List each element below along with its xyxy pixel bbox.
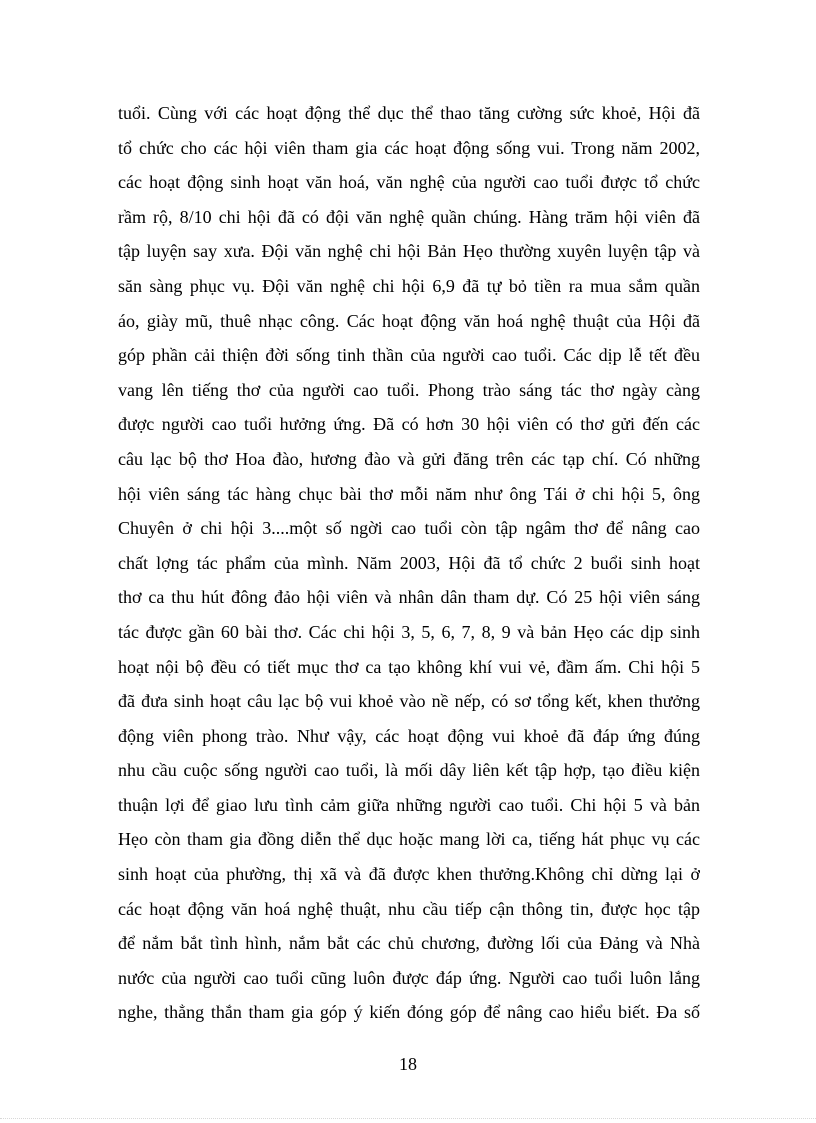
text-line: các hoạt động văn hoá nghệ thuật, nhu cầu tiếp cận thông tin, được học tập [118, 898, 700, 919]
text-line: sinh hoạt của phường, thị xã và đã được khen thưởng.Không chỉ dừng lại ở [118, 864, 700, 885]
page-bottom-border [0, 1118, 816, 1119]
text-line: tác được gần 60 bài thơ. Các chi hội 3, 5, 6, 7, 8, 9 và bản Hẹo các dịp sinh [118, 621, 700, 642]
text-line: thuận lợi để giao lưu tình cảm giữa những người cao tuổi. Chi hội 5 và bản [118, 794, 700, 815]
text-line: săn sàng phục vụ. Đội văn nghệ chi hội 6,9 đã tự bỏ tiền ra mua sắm quần [118, 275, 700, 296]
text-line: đã đưa sinh hoạt câu lạc bộ vui khoẻ vào nề nếp, có sơ tổng kết, khen thưởng [118, 691, 700, 712]
body-paragraph [118, 96, 700, 1030]
text-line: nhu cầu cuộc sống người cao tuổi, là mối dây liên kết tập hợp, tạo điều kiện [118, 760, 700, 781]
text-line: tuổi. Cùng với các hoạt động thể dục thể thao tăng cường sức khoẻ, Hội đã [118, 103, 700, 123]
text-line: nghe, thẳng thắn tham gia góp ý kiến đóng góp để nâng cao hiểu biết. Đa số [118, 1002, 700, 1023]
text-line: được người cao tuổi hưởng ứng. Đã có hơn 30 hội viên có thơ gửi đến các [118, 414, 700, 435]
text-line: góp phần cải thiện đời sống tinh thần của người cao tuổi. Các dịp lễ tết đều [118, 345, 700, 366]
text-line: rầm rộ, 8/10 chi hội đã có đội văn nghệ quần chúng. Hàng trăm hội viên đã [118, 206, 700, 227]
text-line: để nắm bắt tình hình, nắm bắt các chủ chương, đường lối của Đảng và Nhà [118, 933, 700, 954]
text-line: Chuyên ở chi hội 3....một số ngời cao tuổi còn tập ngâm thơ để nâng cao [118, 518, 700, 539]
text-line: nước của người cao tuổi cũng luôn được đáp ứng. Người cao tuổi luôn lắng [118, 967, 700, 988]
text-line: tập luyện say xưa. Đội văn nghệ chi hội Bản Hẹo thường xuyên luyện tập và [118, 241, 700, 262]
text-line: Hẹo còn tham gia đồng diễn thể dục hoặc mang lời ca, tiếng hát phục vụ các [118, 829, 700, 850]
text-line: tổ chức cho các hội viên tham gia các hoạt động sống vui. Trong năm 2002, [118, 137, 700, 158]
text-line: động viên phong trào. Như vậy, các hoạt động vui khoẻ đã đáp ứng đúng [118, 725, 700, 746]
text-line: chất lợng tác phẩm của mình. Năm 2003, Hội đã tổ chức 2 buổi sinh hoạt [118, 552, 700, 573]
text-line: vang lên tiếng thơ của người cao tuổi. Phong trào sáng tác thơ ngày càng [118, 379, 700, 400]
text-line: hội viên sáng tác hàng chục bài thơ mỗi năm như ông Tái ở chi hội 5, ông [118, 483, 700, 504]
page-number: 18 [399, 1054, 417, 1074]
text-line: câu lạc bộ thơ Hoa đào, hương đào và gửi đăng trên các tạp chí. Có những [118, 448, 700, 469]
text-line: áo, giày mũ, thuê nhạc công. Các hoạt động văn hoá nghệ thuật của Hội đã [118, 310, 700, 331]
text-line: hoạt nội bộ đều có tiết mục thơ ca tạo không khí vui vẻ, đầm ấm. Chi hội 5 [118, 656, 700, 677]
text-line: thơ ca thu hút đông đảo hội viên và nhân dân tham dự. Có 25 hội viên sáng [118, 587, 700, 608]
text-line: các hoạt động sinh hoạt văn hoá, văn nghệ của người cao tuổi được tổ chức [118, 172, 700, 193]
